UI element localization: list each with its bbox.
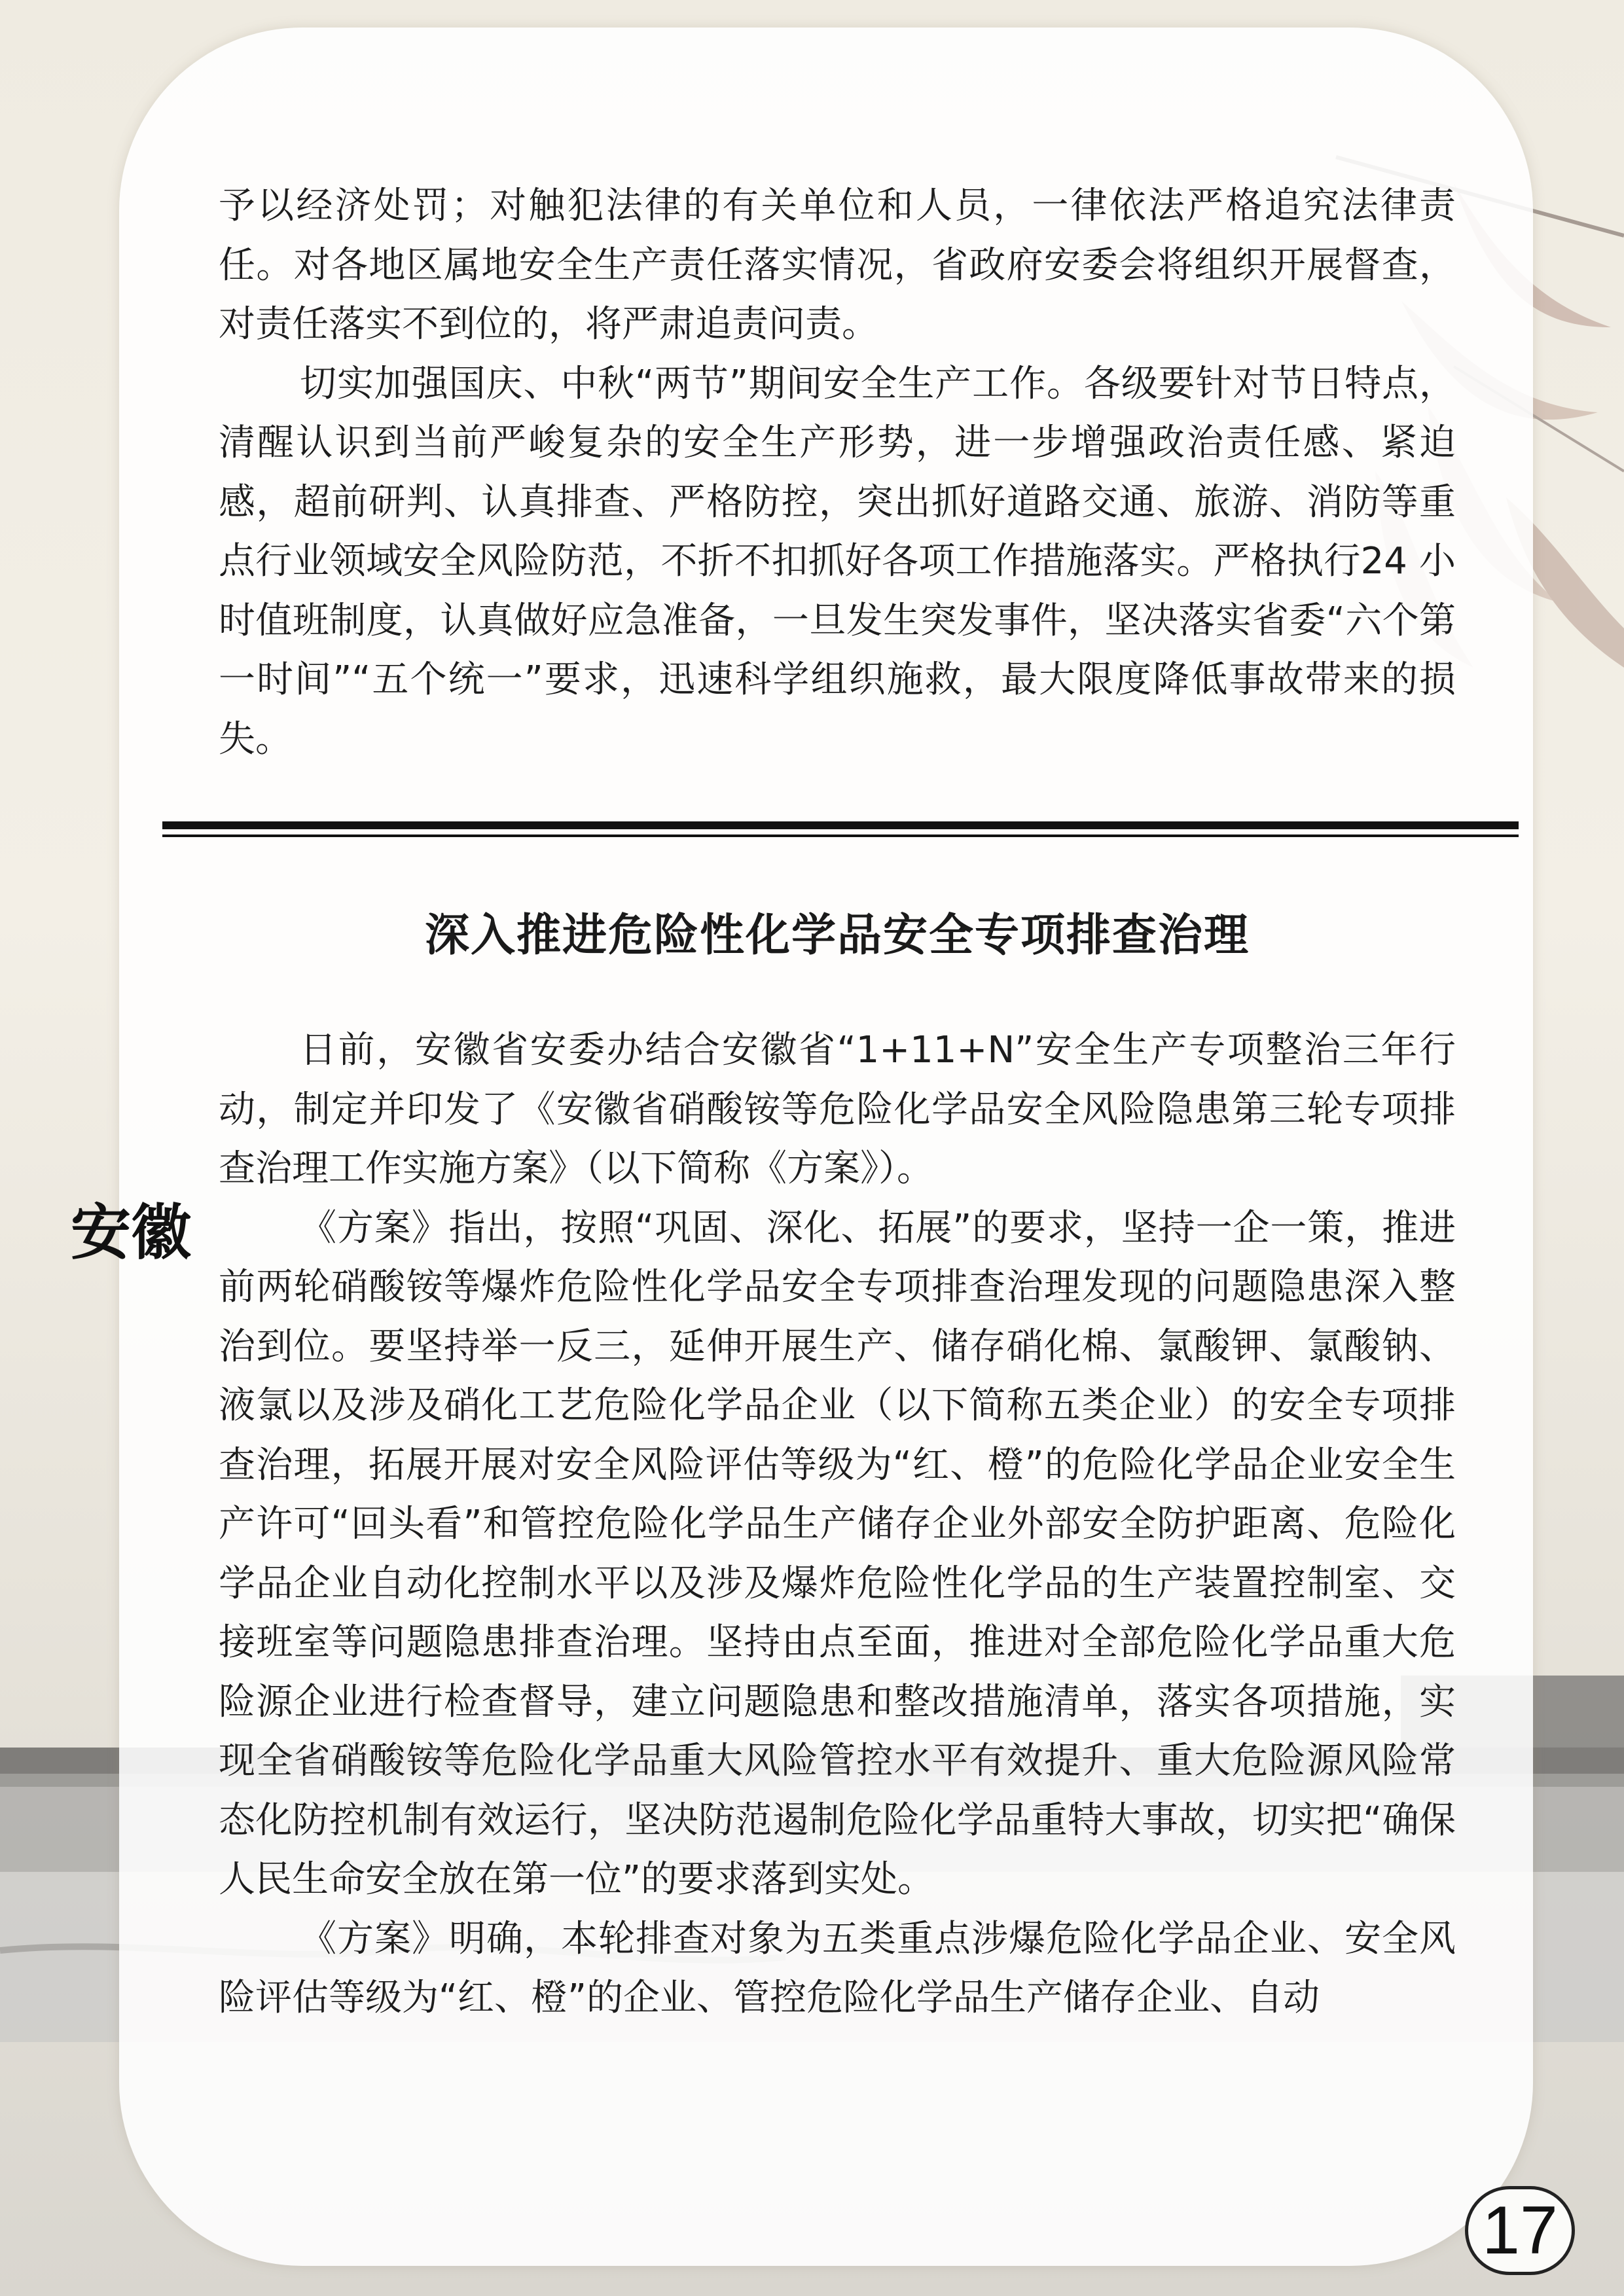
page-number: 17 xyxy=(1465,2186,1575,2275)
article-title: 深入推进危险性化学品安全专项排查治理 xyxy=(424,910,1250,961)
paragraph: 《方案》明确，本轮排查对象为五类重点涉爆危险化学品企业、安全风险评估等级为“红、橙”的企业、管控危险化学品生产储存企业、自动 xyxy=(219,1917,1456,2019)
paragraph: 切实加强国庆、中秋“两节”期间安全生产工作。各级要针对节日特点，清醒认识到当前严峻复杂的安全生产形势，进一步增强政治责任感、紧迫感，超前研判、认真排查、严格防控，突出抓好道路交通、旅游、消防等重点行业领域安全风险防范，不折不扣抓好各项工作措施落实。严格执行24 小时值班制度，认真做好应急准备，一旦发生突发事件，坚决落实省委“六个第一时间”“五个统一”要求，迅速科学组织施救，最大限度降低事故带来的损失。 xyxy=(219,362,1456,761)
divider-thin-line xyxy=(162,834,1519,837)
paragraph: 《方案》指出，按照“巩固、深化、拓展”的要求，坚持一企一策，推进前两轮硝酸铵等爆炸危险性化学品安全专项排查治理发现的问题隐患深入整治到位。要坚持举一反三，延伸开展生产、储存硝化棉、氯酸钾、氯酸钠、液氯以及涉及硝化工艺危险化学品企业（以下简称五类企业）的安全专项排查治理，拓展开展对安全风险评估等级为“红、橙”的危险化学品企业安全生产许可“回头看”和管控危险化学品生产储存企业外部安全防护距离、危险化学品企业自动化控制水平以及涉及爆炸危险性化学品的生产装置控制室、交接班室等问题隐患排查治理。坚持由点至面，推进对全部危险化学品重大危险源企业进行检查督导，建立问题隐患和整改措施清单，落实各项措施，实现全省硝酸铵等危险化学品重大风险管控水平有效提升、重大危险源风险常态化防控机制有效运行，坚决防范遏制危险化学品重特大事故，切实把“确保人民生命安全放在第一位”的要求落到实处。 xyxy=(219,1206,1456,1901)
section-label: 安徽 xyxy=(71,1198,192,1268)
continued-text xyxy=(219,177,1456,769)
section-divider xyxy=(162,821,1519,840)
article-body xyxy=(219,1021,1456,2028)
paragraph: 予以经济处罚；对触犯法律的有关单位和人员，一律依法严格追究法律责任。对各地区属地安全生产责任落实情况，省政府安委会将组织开展督查，对责任落实不到位的，将严肃追责问责。 xyxy=(219,185,1456,346)
paragraph: 日前，安徽省安委办结合安徽省“1+11+N”安全生产专项整治三年行动，制定并印发了《安徽省硝酸铵等危险化学品安全风险隐患第三轮专项排查治理工作实施方案》（以下简称《方案》）。 xyxy=(219,1029,1456,1190)
divider-thick-line xyxy=(162,821,1519,829)
